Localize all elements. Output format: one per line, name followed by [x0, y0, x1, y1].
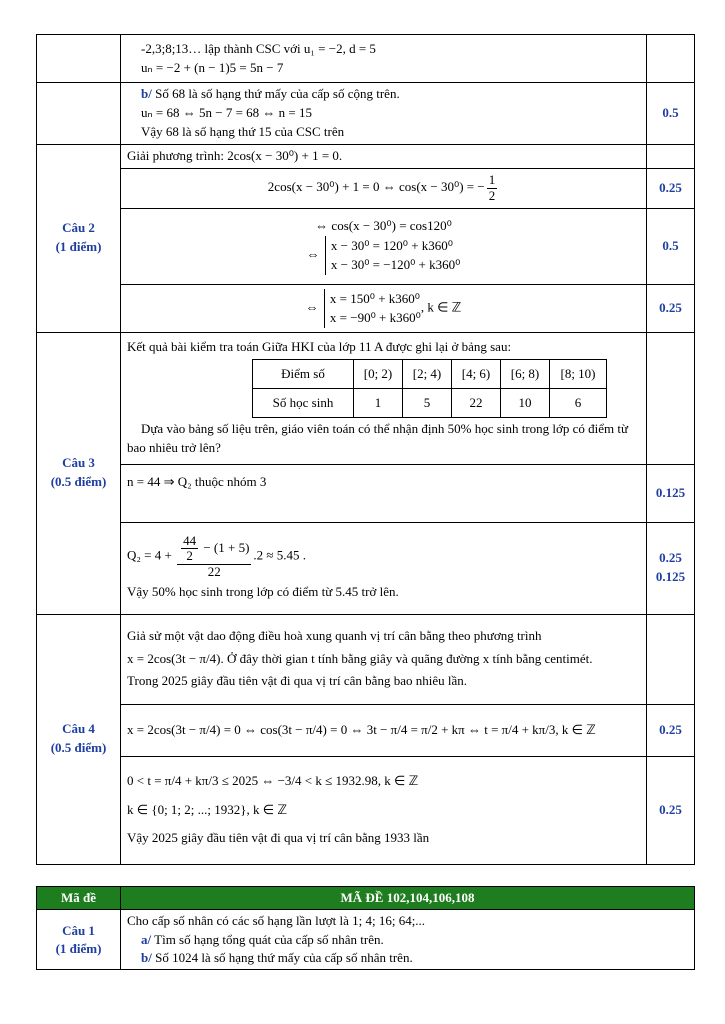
freq-head-row [253, 360, 607, 389]
cau3-step2-points-a: 0.25 [659, 550, 682, 566]
freq-head-3: [4; 6) [452, 360, 501, 389]
freq-head-0: Điểm số [253, 360, 354, 389]
q2-inner-num: 44 [183, 533, 197, 549]
cau3-step1: n = 44 ⇒ Q₂ thuộc nhóm 3 [121, 464, 647, 522]
cau3-step1-points: 0.125 [647, 464, 695, 522]
cau2-step1-left: 2cos(x − 30⁰) + 1 = 0 ⇔ cos(x − 30⁰) = − [267, 179, 485, 195]
cau2-label-cell [37, 144, 121, 332]
freq-val-4: 10 [501, 389, 550, 418]
next-code-table [36, 886, 695, 970]
cau2-step1 [121, 168, 647, 208]
cau4-weight: (0.5 điểm) [50, 740, 107, 756]
cau4-step2 [121, 756, 647, 864]
cau3-label-cell [37, 332, 121, 614]
q2-inner-den: 2 [186, 548, 193, 564]
top-label-cell-b [37, 83, 121, 145]
cau1-intro: Cho cấp số nhân có các số hạng lần lượt là 1; 4; 16; 64;... [127, 913, 426, 929]
csc-line2: uₙ = −2 + (n − 1)5 = 5n − 7 [141, 59, 284, 75]
cau4-step1: x = 2cos(3t − π/4) = 0 ⇔ cos(3t − π/4) = 0 ⇔ 3t − π/4 = π/2 + kπ ⇔ t = π/4 + kπ/3, k ∈ ℤ [121, 704, 647, 756]
code-value: MÃ ĐỀ 102,104,106,108 [121, 887, 695, 910]
q2-prefix: Q₂ = 4 + [127, 547, 172, 563]
freq-val-3: 22 [452, 389, 501, 418]
cau4-intro2: Trong 2025 giây đầu tiên vật đi qua vị trí cân bằng bao nhiêu lần. [127, 673, 467, 689]
q2-inner-fraction [181, 534, 198, 564]
cau4-label-cell [37, 614, 121, 864]
q2-suffix: .2 ≈ 5.45 . [253, 547, 307, 563]
csc-line1: -2,3;8;13… lập thành CSC với u₁ = −2, d = 5 [141, 40, 376, 56]
cau2-step1-fraction [487, 173, 498, 203]
cau1-row [37, 910, 695, 970]
cau3-question: Dựa vào bảng số liệu trên, giáo viên toán có thể nhận định 50% học sinh trong lớp có điểm từ bao nhiêu trở lên? [127, 421, 629, 455]
cau2-step3 [121, 284, 647, 332]
cau4-intro1: Giả sử một vật dao động điều hoà xung quanh vị trí cân bằng theo phương trình [127, 627, 542, 643]
cau1-a-text: Tìm số hạng tổng quát của cấp số nhân trên. [151, 931, 384, 947]
cau2-step2-points: 0.5 [647, 208, 695, 284]
cau2-problem: Giải phương trình: 2cos(x − 30⁰) + 1 = 0. [121, 144, 647, 168]
cau2-step3-points: 0.25 [647, 284, 695, 332]
cau1-weight: (1 điểm) [55, 940, 102, 956]
cau1-b [127, 949, 688, 967]
cau4-step2a: 0 < t = π/4 + kπ/3 ≤ 2025 ⇔ −3/4 < k ≤ 1932.98, k ∈ ℤ [127, 772, 419, 788]
cau2-step2-a: ⇔ cos(x − 30⁰) = cos120⁰ [315, 218, 452, 234]
q2-formula [127, 534, 640, 579]
b-points: 0.5 [647, 83, 695, 145]
cau4-row-step2 [37, 756, 695, 864]
cau4-step2b: k ∈ {0; 1; 2; ...; 1932}, k ∈ ℤ [127, 801, 288, 817]
frequency-table [252, 359, 607, 418]
freq-val-5: 6 [550, 389, 607, 418]
cau4-row-step1 [37, 704, 695, 756]
cau2-step3-case1: x = 150⁰ + k360⁰ [329, 290, 420, 306]
solution-table [36, 34, 695, 865]
q2-fraction [177, 534, 251, 579]
cau2-step2-arrow: ⇔ [306, 246, 320, 262]
q2-denominator: 22 [207, 563, 221, 579]
q2-numerator [177, 534, 251, 565]
cau4-step1-points: 0.25 [647, 704, 695, 756]
top-row-a [37, 35, 695, 83]
cau4-equation: x = 2cos(3t − π/4). Ở đây thời gian t tính bằng giây và quãng đường x tính bằng centimét. [127, 650, 593, 666]
cau2-weight: (1 điểm) [55, 239, 102, 255]
cau2-row-step2 [37, 208, 695, 284]
cau2-label: Câu 2 [62, 220, 95, 236]
cau3-weight: (0.5 điểm) [50, 474, 107, 490]
cau2-step3-arrow: ⇔ [305, 299, 319, 315]
b-conclusion: Vậy 68 là số hạng thứ 15 của CSC trên [141, 123, 345, 139]
freq-head-1: [0; 2) [354, 360, 403, 389]
freq-val-0: Số học sinh [253, 389, 354, 418]
cau3-row-step2 [37, 522, 695, 614]
cau3-label: Câu 3 [62, 455, 95, 471]
code-label: Mã đề [37, 887, 121, 910]
freq-head-2: [2; 4) [403, 360, 452, 389]
cau3-conclusion: Vậy 50% học sinh trong lớp có điểm từ 5.45 trở lên. [127, 584, 399, 600]
cau2-step1-num: 1 [488, 172, 496, 188]
code-header-row [37, 887, 695, 910]
top-content-a [121, 35, 647, 83]
cau3-problem [121, 332, 647, 464]
freq-value-row [253, 389, 607, 418]
cau1-label: Câu 1 [62, 922, 95, 938]
q2-inner-tail: − (1 + 5) [200, 539, 250, 555]
b-question [127, 85, 640, 104]
top-content-b [121, 83, 647, 145]
cau2-row-problem [37, 144, 695, 168]
cau2-step3-tail: , k ∈ ℤ [420, 299, 462, 315]
top-points-a [647, 35, 695, 83]
cau4-conclusion: Vậy 2025 giây đầu tiên vật đi qua vị trí cân bằng 1933 lần [127, 830, 430, 846]
freq-head-4: [6; 8) [501, 360, 550, 389]
cau2-step1-points: 0.25 [647, 168, 695, 208]
cau1-a [127, 931, 688, 949]
cau3-step2-points [647, 522, 695, 614]
top-label-cell [37, 35, 121, 83]
cau2-step1-den: 2 [488, 187, 496, 203]
cau3-row-problem [37, 332, 695, 464]
cau3-points-empty [647, 332, 695, 464]
cau4-label: Câu 4 [62, 721, 95, 737]
cau3-step2-points-b: 0.125 [655, 569, 686, 585]
cau3-row-step1 [37, 464, 695, 522]
freq-val-2: 5 [403, 389, 452, 418]
cau1-b-label: b/ [141, 949, 152, 965]
cau4-step2-points: 0.25 [647, 756, 695, 864]
cau1-b-text: Số 1024 là số hạng thứ mấy của cấp số nhân trên. [151, 949, 413, 965]
b-question-text: Số 68 là số hạng thứ mấy của cấp số cộng trên. [151, 86, 400, 101]
cau2-step3-case2: x = −90⁰ + k360⁰ [329, 310, 421, 326]
b-equation: uₙ = 68 ⇔ 5n − 7 = 68 ⇔ n = 15 [141, 104, 313, 120]
cau2-step3-system [324, 289, 421, 328]
cau2-points-empty [647, 144, 695, 168]
cau2-row-step1 [37, 168, 695, 208]
freq-head-5: [8; 10) [550, 360, 607, 389]
cau2-row-step3 [37, 284, 695, 332]
cau1-a-label: a/ [141, 931, 152, 947]
cau2-step2-case1: x − 30⁰ = 120⁰ + k360⁰ [330, 237, 454, 253]
cau2-step2 [121, 208, 647, 284]
cau2-step2-case2: x − 30⁰ = −120⁰ + k360⁰ [330, 257, 461, 273]
cau2-step2-system [325, 236, 460, 275]
b-label: b/ [141, 86, 152, 101]
cau3-intro: Kết quả bài kiểm tra toán Giữa HKI của lớp 11 A được ghi lại ở bảng sau: [127, 339, 512, 355]
cau1-content [121, 910, 695, 970]
cau4-problem [121, 614, 647, 704]
freq-val-1: 1 [354, 389, 403, 418]
top-row-b [37, 83, 695, 145]
cau1-label-cell [37, 910, 121, 970]
cau3-step2 [121, 522, 647, 614]
cau4-row-problem [37, 614, 695, 704]
cau4-points-empty [647, 614, 695, 704]
